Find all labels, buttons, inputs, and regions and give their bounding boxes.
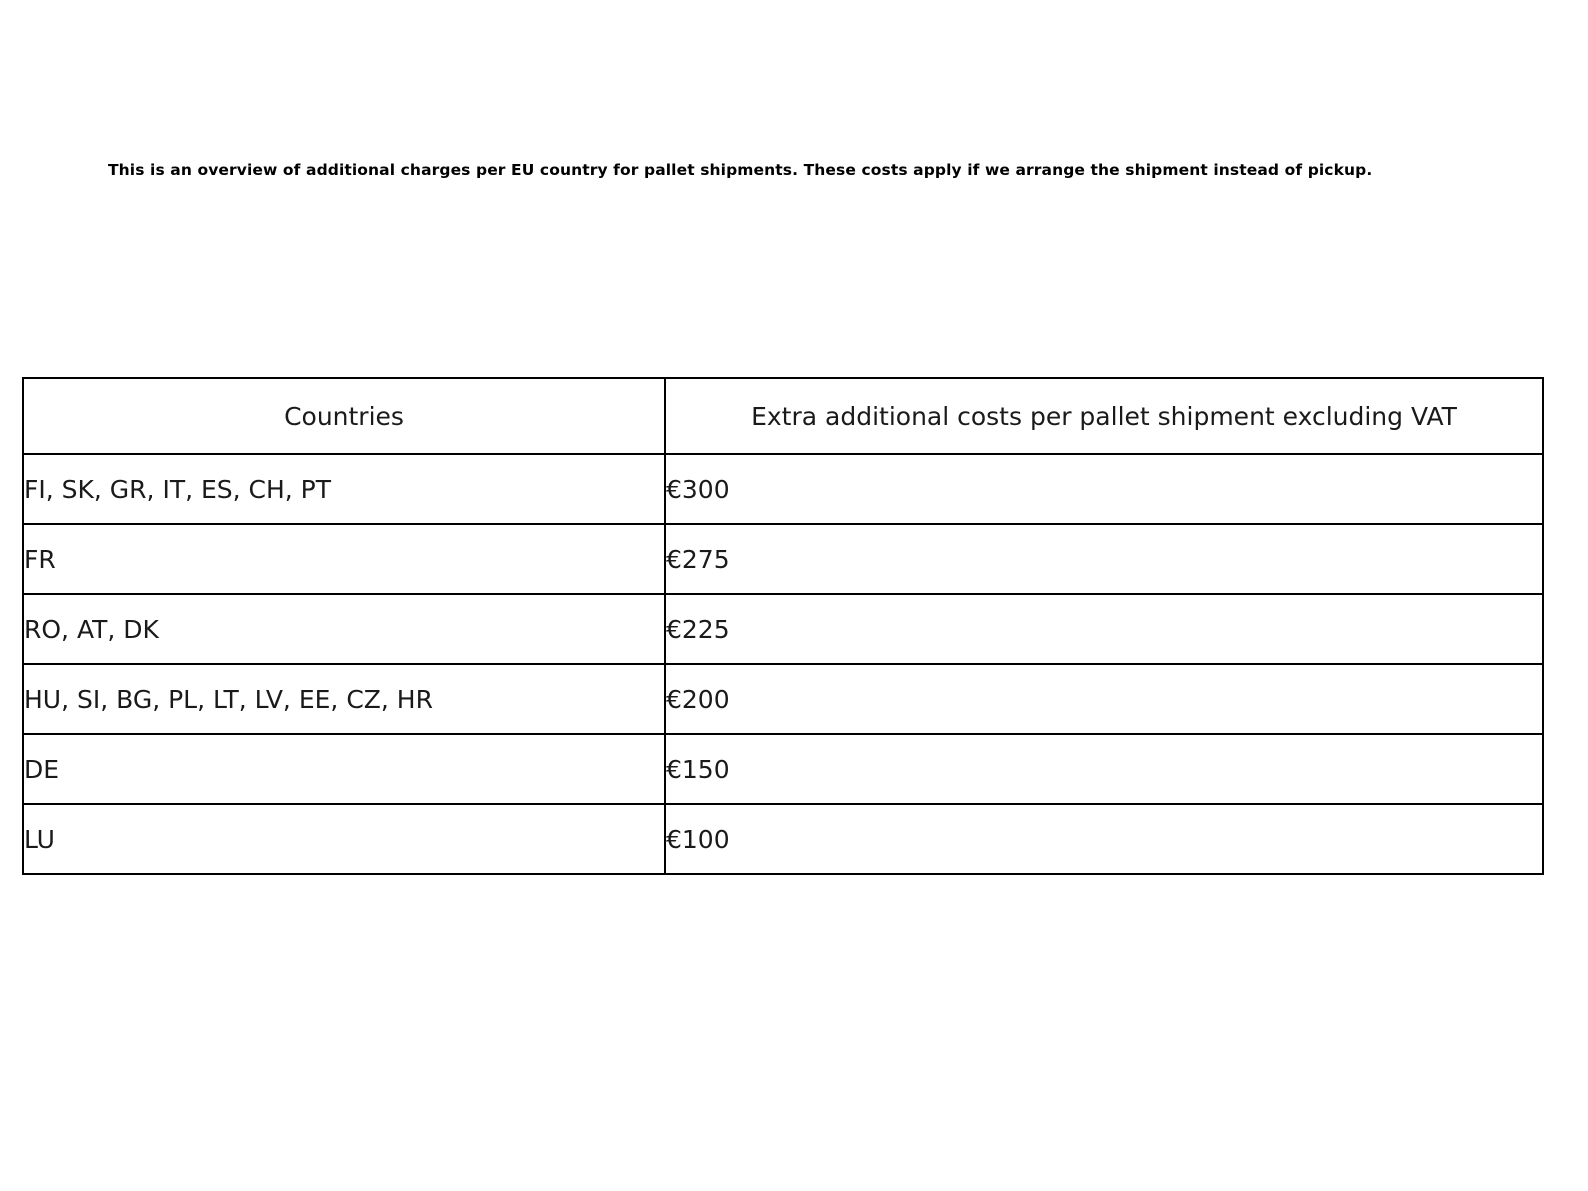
table-row [23,454,1543,524]
cell-countries: RO, AT, DK [23,594,665,664]
cell-countries: FR [23,524,665,594]
cell-cost: €300 [665,454,1543,524]
cell-countries: LU [23,804,665,874]
cell-cost: €200 [665,664,1543,734]
table-row [23,594,1543,664]
cell-cost: €100 [665,804,1543,874]
intro-note: This is an overview of additional charges per EU country for pallet shipments. These costs apply if we arrange the shipment instead of pickup. [108,161,1373,179]
charges-table-container [22,377,1544,875]
cell-cost: €225 [665,594,1543,664]
cell-countries: DE [23,734,665,804]
cell-countries: FI, SK, GR, IT, ES, CH, PT [23,454,665,524]
table-row [23,734,1543,804]
cell-cost: €150 [665,734,1543,804]
column-header-countries: Countries [23,378,665,454]
table-row [23,524,1543,594]
charges-table [22,377,1544,875]
cell-countries: HU, SI, BG, PL, LT, LV, EE, CZ, HR [23,664,665,734]
cell-cost: €275 [665,524,1543,594]
table-header-row [23,378,1543,454]
table-row [23,664,1543,734]
table-row [23,804,1543,874]
column-header-costs: Extra additional costs per pallet shipment excluding VAT [665,378,1543,454]
